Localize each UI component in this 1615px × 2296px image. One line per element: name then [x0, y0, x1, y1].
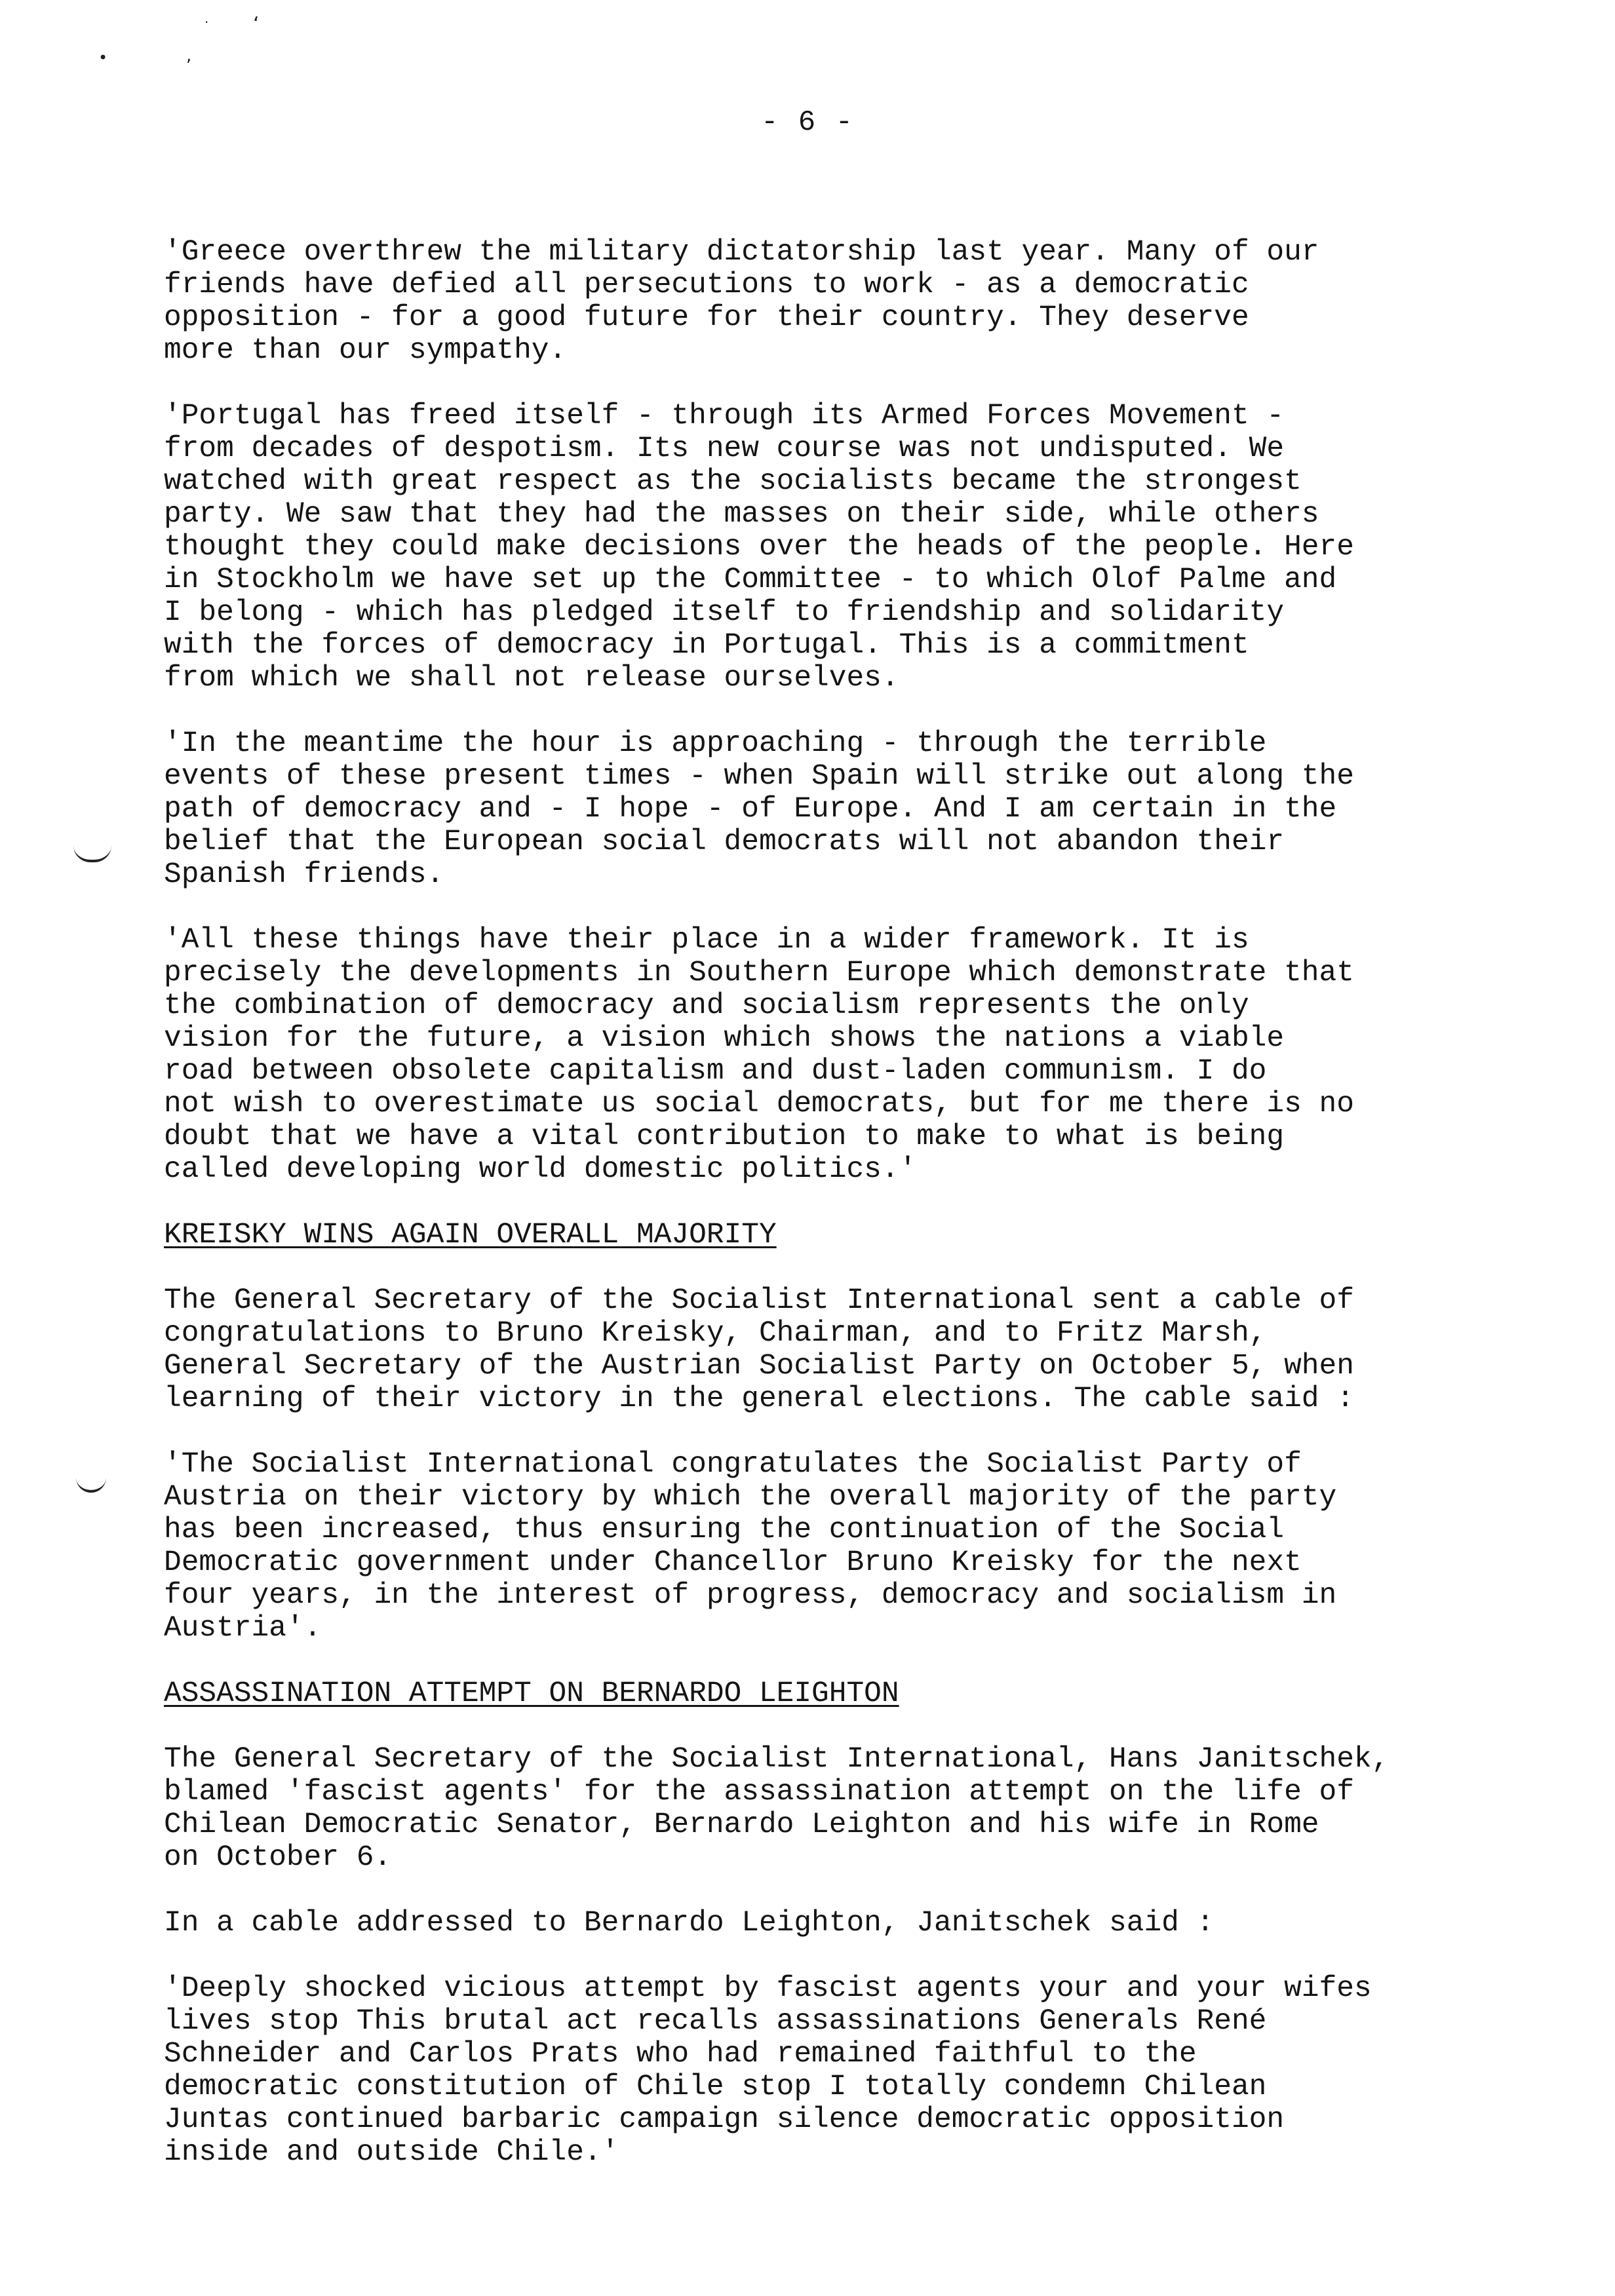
text-line: Austria'.: [164, 1612, 322, 1645]
text-line: the combination of democracy and socialism represents the only: [164, 989, 1249, 1022]
text-line: Juntas continued barbaric campaign silence democratic opposition: [164, 2103, 1285, 2136]
text-line: road between obsolete capitalism and dust-laden communism. I do: [164, 1055, 1267, 1088]
text-line: 'In the meantime the hour is approaching - through the terrible: [164, 727, 1267, 760]
text-line: 'All these things have their place in a wider framework. It is: [164, 924, 1249, 957]
text-line: watched with great respect as the socialists became the strongest: [164, 465, 1302, 498]
text-line: The General Secretary of the Socialist International, Hans Janitschek,: [164, 1743, 1390, 1776]
text-line: Austria on their victory by which the overall majority of the party: [164, 1481, 1337, 1514]
text-line: party. We saw that they had the masses on their side, while others: [164, 498, 1319, 531]
text-line: doubt that we have a vital contribution to make to what is being: [164, 1120, 1285, 1153]
text-line: 'Greece overthrew the military dictatorship last year. Many of our: [164, 236, 1319, 269]
text-line: thought they could make decisions over the heads of the people. Here: [164, 531, 1354, 564]
text-line: congratulations to Bruno Kreisky, Chairman, and to Fritz Marsh,: [164, 1317, 1267, 1350]
text-line: I belong - which has pledged itself to friendship and solidarity: [164, 596, 1285, 629]
text-line: vision for the future, a vision which shows the nations a viable: [164, 1022, 1285, 1055]
text-line: from decades of despotism. Its new course was not undisputed. We: [164, 432, 1285, 465]
text-line: in Stockholm we have set up the Committee - to which Olof Palme and: [164, 564, 1337, 596]
margin-tick-mark: [76, 1473, 106, 1493]
text-line: belief that the European social democrats will not abandon their: [164, 826, 1285, 858]
text-line: more than our sympathy.: [164, 334, 567, 367]
text-line: Spanish friends.: [164, 858, 444, 891]
text-line: inside and outside Chile.': [164, 2136, 619, 2169]
section-heading-leighton: [164, 1677, 1560, 1710]
text-line: General Secretary of the Austrian Socialist Party on October 5, when: [164, 1350, 1354, 1383]
text-line: called developing world domestic politics.': [164, 1153, 917, 1186]
text-line: 'The Socialist International congratulates the Socialist Party of: [164, 1448, 1302, 1481]
text-line: from which we shall not release ourselves.: [164, 662, 899, 695]
text-line: The General Secretary of the Socialist International sent a cable of: [164, 1284, 1354, 1317]
paragraph-portugal: [164, 400, 1560, 695]
text-line: path of democracy and - I hope - of Europe. And I am certain in the: [164, 793, 1337, 826]
text-line: In a cable addressed to Bernardo Leighton, Janitschek said :: [164, 1907, 1215, 1940]
text-line: Democratic government under Chancellor Bruno Kreisky for the next: [164, 1546, 1302, 1579]
heading-text: KREISKY WINS AGAIN OVERALL MAJORITY: [164, 1219, 777, 1252]
text-line: democratic constitution of Chile stop I totally condemn Chilean: [164, 2071, 1267, 2103]
scan-mark: ,: [186, 46, 192, 66]
paragraph-leighton-cable-intro: [164, 1907, 1560, 1940]
paragraph-kreisky-cable: [164, 1284, 1560, 1415]
text-line: learning of their victory in the general elections. The cable said :: [164, 1383, 1354, 1415]
text-line: lives stop This brutal act recalls assassinations Generals René: [164, 2005, 1267, 2038]
paragraph-greece: [164, 236, 1560, 367]
paragraph-framework: [164, 924, 1560, 1186]
paragraph-leighton-quote: [164, 1972, 1560, 2169]
text-line: Schneider and Carlos Prats who had remained faithful to the: [164, 2038, 1197, 2071]
text-line: 'Deeply shocked vicious attempt by fascist agents your and your wifes: [164, 1972, 1372, 2005]
text-line: blamed 'fascist agents' for the assassination attempt on the life of: [164, 1776, 1354, 1808]
text-line: 'Portugal has freed itself - through its Armed Forces Movement -: [164, 400, 1285, 432]
text-line: events of these present times - when Spain will strike out along the: [164, 760, 1354, 793]
paragraph-leighton-intro: [164, 1743, 1560, 1874]
page-number: - 6 -: [760, 106, 855, 139]
paragraph-spain: [164, 727, 1560, 891]
section-heading-kreisky: [164, 1219, 1560, 1252]
text-line: precisely the developments in Southern Europe which demonstrate that: [164, 957, 1354, 989]
text-line: four years, in the interest of progress, democracy and socialism in: [164, 1579, 1337, 1612]
text-line: opposition - for a good future for their country. They deserve: [164, 301, 1249, 334]
text-line: has been increased, thus ensuring the continuation of the Social: [164, 1514, 1285, 1546]
text-line: friends have defied all persecutions to work - as a democratic: [164, 269, 1249, 301]
scan-mark: ʻ: [253, 13, 260, 36]
document-body: [164, 236, 1560, 2202]
heading-text: ASSASSINATION ATTEMPT ON BERNARDO LEIGHTON: [164, 1677, 899, 1710]
text-line: Chilean Democratic Senator, Bernardo Leighton and his wife in Rome: [164, 1808, 1319, 1841]
text-line: with the forces of democracy in Portugal. This is a commitment: [164, 629, 1249, 662]
margin-tick-mark: [73, 845, 111, 862]
paragraph-kreisky-quote: [164, 1448, 1560, 1645]
scan-mark: •: [98, 48, 108, 67]
scan-mark: ·: [204, 14, 209, 30]
text-line: not wish to overestimate us social democrats, but for me there is no: [164, 1088, 1354, 1120]
text-line: on October 6.: [164, 1841, 392, 1874]
